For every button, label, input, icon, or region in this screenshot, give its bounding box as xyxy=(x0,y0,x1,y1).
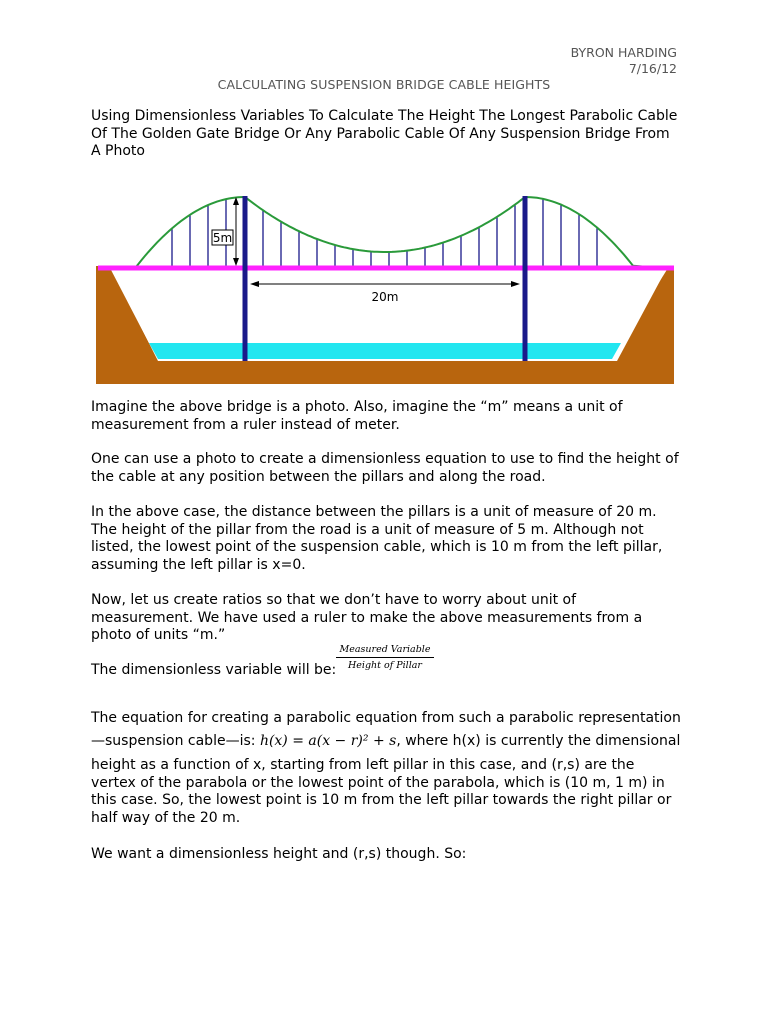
span-label: 20m xyxy=(371,290,399,304)
paragraph-6: height as a function of x, starting from left pillar in this case, and (r,s) are the vertex of the parabola or the lowest point of the parabola, which is (10 m, 1 m) in this case. So, the lowest point is 10 m from the left pillar towards the right pillar or half way of the 20 m. xyxy=(91,757,672,826)
equation-suffix: , where h(x) is currently the dimensional xyxy=(396,733,681,749)
equation-lead: The equation for creating a parabolic equation from such a parabolic representation xyxy=(91,710,681,726)
document-title: CALCULATING SUSPENSION BRIDGE CABLE HEIGHTS xyxy=(217,77,551,92)
bridge-diagram xyxy=(96,188,676,388)
paragraph-4: Now, let us create ratios so that we don’t have to worry about unit of measurement. We have used a ruler to make the above measurements from a photo of units “m.” xyxy=(91,592,643,643)
water xyxy=(149,343,621,359)
right-tower xyxy=(523,196,528,361)
fraction-numerator: Measured Variable xyxy=(336,644,434,658)
document-date: 7/16/12 xyxy=(628,61,677,76)
author-name: BYRON HARDING xyxy=(570,45,677,60)
main-cable xyxy=(98,197,672,269)
left-tower xyxy=(243,196,248,361)
equation-line xyxy=(91,733,691,751)
paragraph-2: One can use a photo to create a dimensionless equation to use to find the height of the cable at any position between the pillars and along the road. xyxy=(91,451,679,485)
paragraph-1: Imagine the above bridge is a photo. Also, imagine the “m” means a unit of measurement from a ruler instead of meter. xyxy=(91,399,623,433)
arrowhead-down xyxy=(233,258,239,266)
equation-prefix: —suspension cable—is: xyxy=(91,733,260,749)
dimensionless-variable-line: The dimensionless variable will be: xyxy=(91,662,337,678)
height-label: 5m xyxy=(212,231,233,245)
parabola-equation: h(x) = a(x − r)² + s xyxy=(259,733,397,749)
fraction-denominator: Height of Pillar xyxy=(348,660,422,671)
dimensionless-fraction xyxy=(336,644,434,671)
valley xyxy=(110,268,668,343)
paragraph-3: In the above case, the distance between the pillars is a unit of measure of 20 m. The height of the pillar from the road is a unit of measure of 5 m. Although not listed, the lowest point of the suspension cable, which is 10 m from the left pillar, assuming the left pillar is x=0. xyxy=(91,504,663,573)
author-block xyxy=(571,45,677,77)
road-deck xyxy=(98,266,674,271)
intro-heading: Using Dimensionless Variables To Calculate The Height The Longest Parabolic Cable Of The Golden Gate Bridge Or Any Parabolic Cable Of Any Suspension Bridge From A Photo xyxy=(91,108,678,159)
paragraph-7: We want a dimensionless height and (r,s) though. So: xyxy=(91,846,467,862)
